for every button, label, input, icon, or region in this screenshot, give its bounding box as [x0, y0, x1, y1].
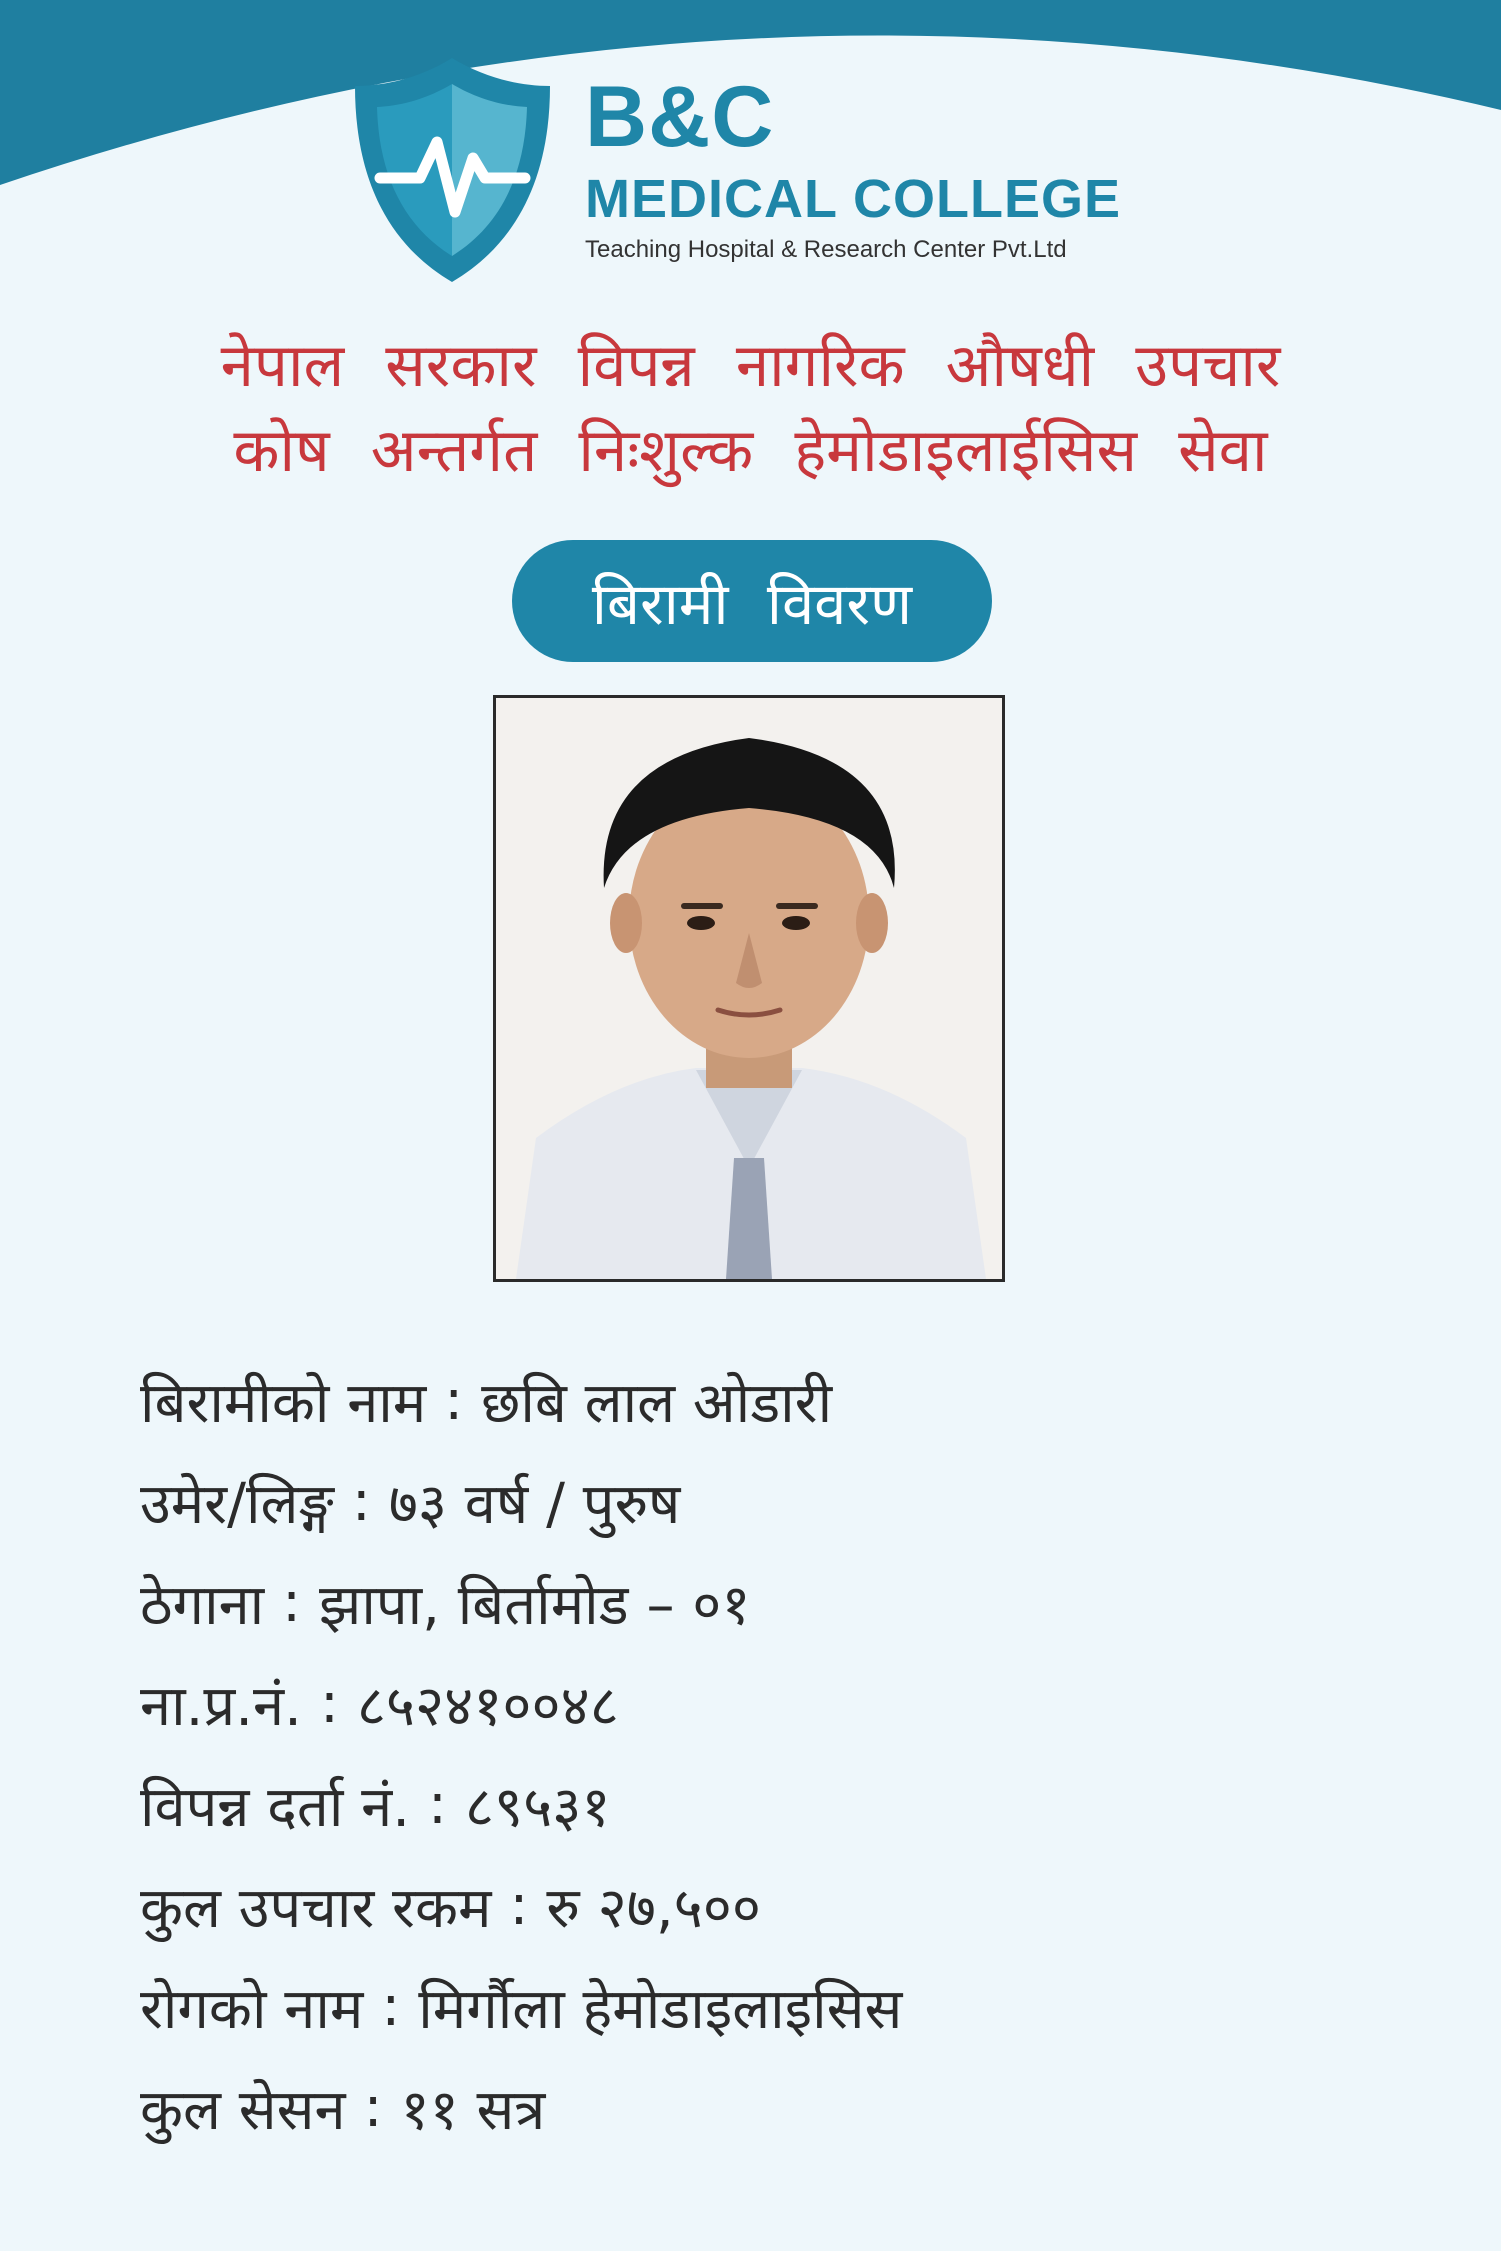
field-registration-no — [140, 1754, 902, 1855]
field-address — [140, 1552, 902, 1653]
field-value: ८५२४१००४८ — [356, 1673, 619, 1739]
brand-college: MEDICAL COLLEGE — [585, 169, 1122, 229]
field-name — [140, 1350, 902, 1451]
headline-line-1: नेपाल सरकार विपन्न नागरिक औषधी उपचार — [220, 331, 1281, 401]
field-value: रु २७,५०० — [546, 1875, 762, 1941]
field-label: बिरामीको नाम — [140, 1370, 427, 1436]
patient-portrait-icon — [496, 698, 1002, 1279]
brand-subtitle: Teaching Hospital & Research Center Pvt.Ltd — [585, 236, 1067, 263]
colon: : — [363, 2075, 383, 2140]
field-label: कुल उपचार रकम — [140, 1875, 492, 1941]
field-disease — [140, 1956, 902, 2057]
brand-name: B&C — [585, 69, 775, 165]
field-value: ११ सत्र — [400, 2077, 546, 2143]
shield-heartbeat-icon — [345, 50, 560, 290]
colon: : — [319, 1671, 339, 1736]
patient-details — [140, 1350, 902, 2158]
field-sessions — [140, 2057, 902, 2158]
field-total-amount — [140, 1855, 902, 1956]
field-label: रोगको नाम — [140, 1976, 364, 2042]
field-value: ७३ वर्ष / पुरुष — [388, 1471, 681, 1537]
colon: : — [351, 1469, 371, 1534]
field-value: मिर्गौला हेमोडाइलाइसिस — [418, 1976, 903, 2042]
section-title-pill: बिरामी विवरण — [512, 540, 992, 662]
colon: : — [282, 1570, 302, 1635]
patient-photo — [493, 695, 1005, 1282]
field-value: छबि लाल ओडारी — [481, 1370, 833, 1436]
field-label: कुल सेसन — [140, 2077, 346, 2143]
headline-line-2: कोष अन्तर्गत निःशुल्क हेमोडाइलाईसिस सेवा — [233, 416, 1268, 486]
field-value: झापा, बिर्तामोड – ०१ — [319, 1572, 751, 1638]
colon: : — [444, 1368, 464, 1433]
colon: : — [428, 1772, 447, 1837]
colon: : — [509, 1873, 529, 1938]
field-citizenship-no — [140, 1653, 902, 1754]
field-label: ना.प्र.नं. — [140, 1673, 302, 1739]
field-label: उमेर/लिङ्ग — [140, 1471, 334, 1537]
field-label: विपन्न दर्ता नं. — [140, 1774, 411, 1840]
colon: : — [381, 1974, 401, 2039]
field-label: ठेगाना — [140, 1572, 265, 1638]
field-value: ८९५३१ — [464, 1774, 611, 1840]
field-age-gender — [140, 1451, 902, 1552]
